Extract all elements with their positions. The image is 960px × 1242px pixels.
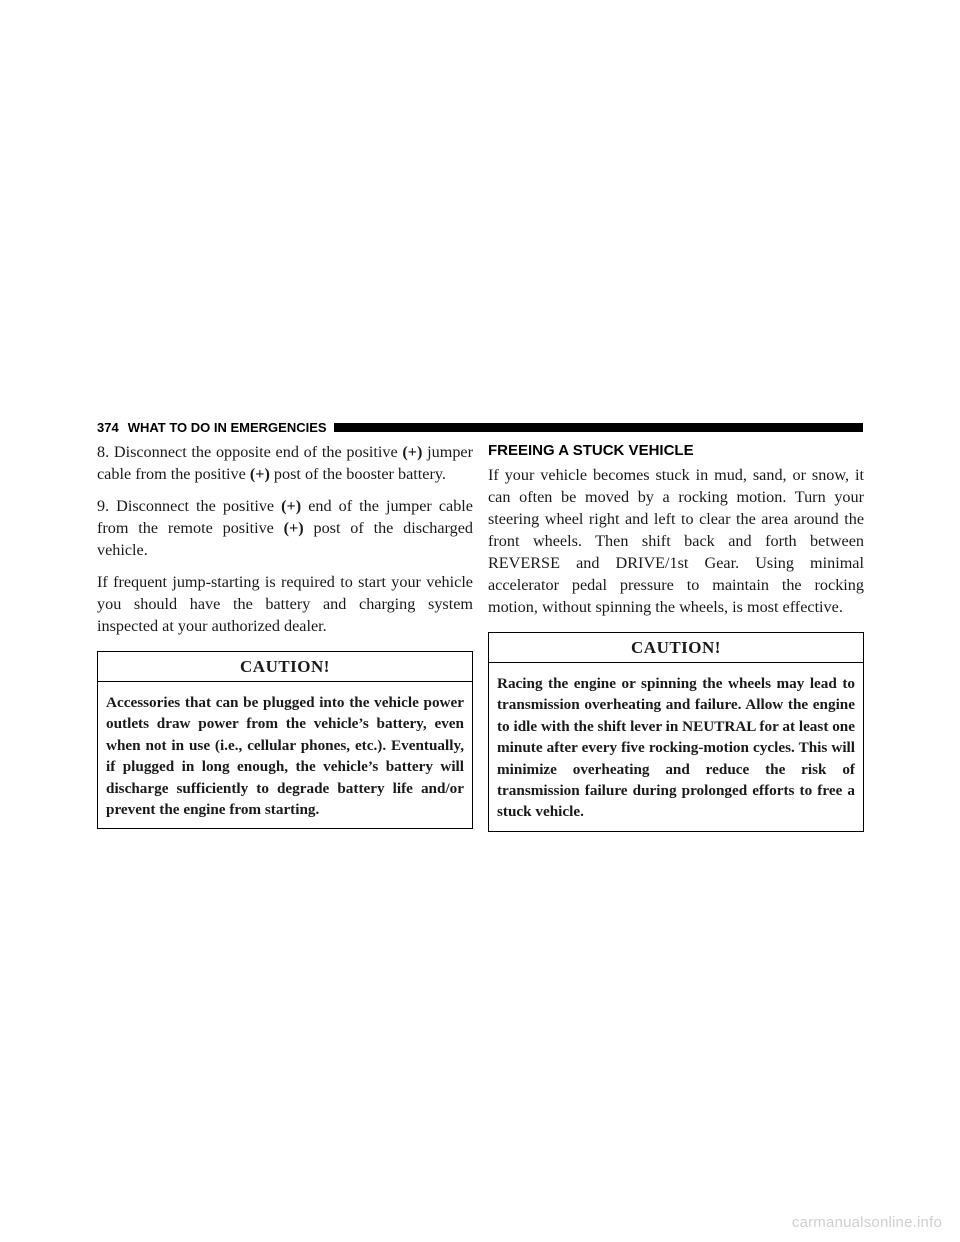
step-8-paragraph: 8. Disconnect the opposite end of the positive (+) jumper cable from the positive (+) post of the booster battery. xyxy=(97,443,473,483)
watermark: carmanualsonline.info xyxy=(791,1214,942,1231)
section-title: WHAT TO DO IN EMERGENCIES xyxy=(127,419,327,435)
caution-box-transmission xyxy=(488,632,864,832)
header-rule xyxy=(334,423,863,432)
caution-title: CAUTION! xyxy=(489,633,863,663)
caution-box-battery xyxy=(97,651,473,829)
positive-sign: (+) xyxy=(249,465,270,483)
stuck-vehicle-paragraph: If your vehicle becomes stuck in mud, sand, or snow, it can often be moved by a rocking motion. Turn your steering wheel right and left to clear the area around the front wheels. Then shift back and forth between REVERSE and DRIVE/1st Gear. Using minimal accelerator pedal pressure to maintain the rocking motion, without spinning the wheels, is most effective. xyxy=(488,466,864,616)
positive-sign: (+) xyxy=(402,443,423,461)
page-number: 374 xyxy=(97,419,119,435)
caution-title: CAUTION! xyxy=(98,652,472,682)
page-header xyxy=(97,418,863,436)
left-column xyxy=(97,441,473,829)
advice-paragraph: If frequent jump-starting is required to start your vehicle you should have the battery and charging system inspected at your authorized dealer. xyxy=(97,573,473,635)
section-heading: FREEING A STUCK VEHICLE xyxy=(488,442,694,459)
step-9-paragraph: 9. Disconnect the positive (+) end of the jumper cable from the remote positive (+) post of the discharged vehicle. xyxy=(97,497,473,559)
caution-text: Racing the engine or spinning the wheels may lead to transmission overheating and failure. Allow the engine to idle with the shift lever in NEUTRAL for at least one minute after every five rocking-motion cycles. This will minimize overheating and reduce the risk of transmission failure during prolonged efforts to free a stuck vehicle. xyxy=(497,675,855,821)
positive-sign: (+) xyxy=(283,519,304,537)
caution-text: Accessories that can be plugged into the vehicle power outlets draw power from the vehicle’s battery, even when not in use (i.e., cellular phones, etc.). Eventually, if plugged in long enough, the vehicle’s battery will discharge sufficiently to degrade battery life and/or prevent the engine from starting. xyxy=(106,694,464,819)
positive-sign: (+) xyxy=(281,497,302,515)
right-column xyxy=(488,441,864,832)
